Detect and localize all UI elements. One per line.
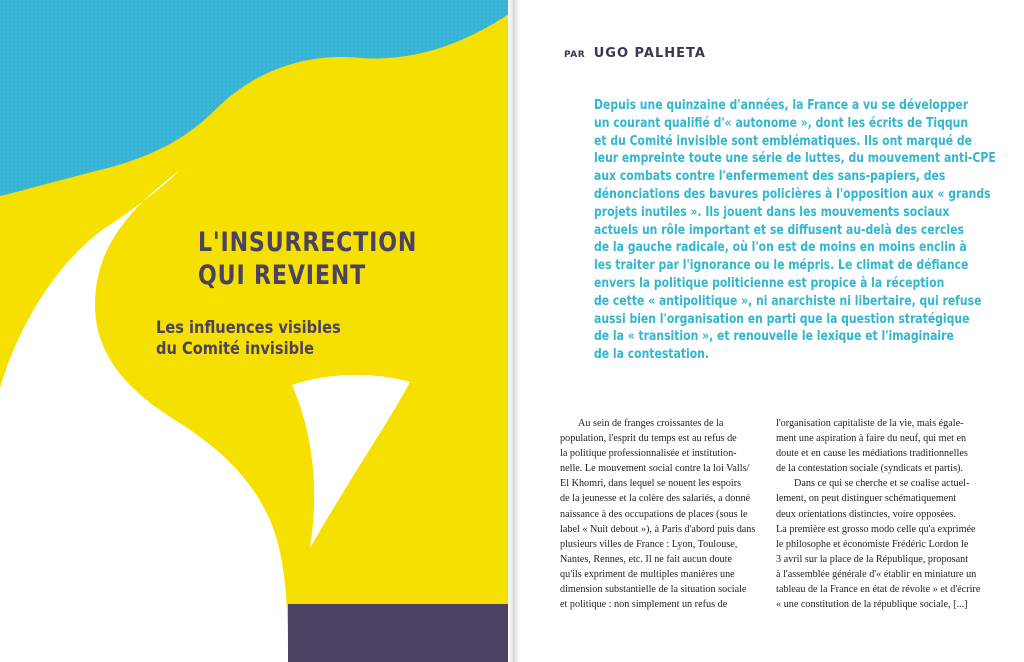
lead-line: actuels un rôle important et se diffusent au-delà des cercles (594, 222, 964, 238)
lead-line: Depuis une quinzaine d'années, la France a vu se développer (594, 98, 969, 113)
byline (564, 42, 706, 61)
body-line: El Khomri, dans lequel se nouent les espoirs (560, 478, 742, 490)
body-line: plusieurs villes de France : Lyon, Toulouse, (560, 538, 738, 550)
body-line: et politique : non simplement un refus de (560, 599, 728, 611)
lead-line: de la contestation. (594, 347, 710, 363)
body-line: population, l'esprit du temps est au refus de (560, 433, 737, 445)
lead-line: aux combats contre l'enfermement des sans-papiers, des (594, 169, 946, 185)
page-gutter (508, 0, 520, 662)
subtitle-line-1: Les influences visibles (156, 318, 341, 338)
body-line: Nantes, Rennes, etc. Il ne fait aucun doute (560, 553, 732, 565)
body-line: nelle. Le mouvement social contre la loi Valls/ (560, 463, 750, 475)
lead-line: de la « transition », et renouvelle le lexique et l'imaginaire (594, 329, 954, 345)
body-line: 3 avril sur la place de la République, proposant (776, 553, 969, 565)
body-column-1 (560, 416, 756, 612)
lead-line: aussi bien l'organisation en parti que la question stratégique (594, 311, 970, 327)
body-line: La première est grosso modo celle qu'a exprimée (776, 523, 976, 535)
body-line: le philosophe et économiste Frédéric Lordon le (776, 538, 969, 550)
byline-prefix: PAR (564, 50, 586, 60)
body-line: « une constitution de la république sociale, [...] (776, 599, 968, 611)
lead-paragraph (594, 97, 996, 364)
body-line: Au sein de franges croissantes de la (578, 418, 724, 429)
body-line: tableau de la France en état de révolte » et d'écrire (776, 584, 981, 596)
lead-line: projets inutiles ». Ils jouent dans les mouvements sociaux (594, 204, 950, 220)
lead-line: de la gauche radicale, où l'on est de moins en moins enclin à (594, 240, 967, 256)
body-column-2 (776, 416, 981, 612)
body-line: naissance à des occupations de places (sous le (560, 508, 748, 520)
lead-line: envers la politique politicienne est propice à la réception (594, 275, 945, 291)
subtitle-line-2: du Comité invisible (156, 339, 315, 359)
body-line: la politique professionnalisée et institution- (560, 448, 737, 460)
body-line: l'organisation capitaliste de la vie, mais égale- (776, 418, 964, 429)
body-line: ment une aspiration à faire du neuf, qui met en (776, 433, 967, 445)
title-line-1: L'INSURRECTION (198, 227, 418, 258)
body-line: Dans ce qui se cherche et se coalise actuel- (794, 478, 970, 490)
body-line: à l'assemblée générale d'« établir en miniature un (776, 568, 977, 580)
body-line: de la jeunesse et la colère des salariés, a donné (560, 493, 751, 505)
lead-line: dénonciations des bavures policières à l'opposition aux « grands (594, 186, 991, 202)
body-line: deux orientations distinctes, voire opposées. (776, 508, 956, 520)
right-page (520, 0, 1024, 662)
article-title (198, 226, 444, 292)
body-line: lement, on peut distinguer schématiquement (776, 493, 957, 505)
body-line: de la contestation sociale (syndicats et partis). (776, 463, 963, 475)
lead-line: un courant qualifié d'« autonome », dont les écrits de Tiqqun (594, 115, 969, 131)
lead-line: et du Comité invisible sont emblématiques. Ils ont marqué de (594, 133, 972, 149)
article-subtitle (156, 318, 380, 360)
title-line-2: QUI REVIENT (198, 260, 367, 291)
body-line: qu'ils expriment de multiples manières une (560, 568, 735, 580)
lead-line: leur empreinte toute une série de luttes, du mouvement anti-CPE (594, 151, 996, 167)
body-line: label « Nuit debout »), à Paris d'abord puis dans (560, 523, 756, 535)
lead-line: de cette « antipolitique », ni anarchiste ni libertaire, qui refuse (594, 293, 982, 309)
lead-line: les traiter par l'ignorance ou le mépris. Le climat de défiance (594, 258, 969, 274)
body-line: dimension substantielle de la situation sociale (560, 584, 747, 596)
purple-band (288, 604, 512, 662)
body-line: doute et en cause les médiations traditionnelles (776, 448, 968, 460)
byline-author: UGO PALHETA (593, 46, 706, 61)
